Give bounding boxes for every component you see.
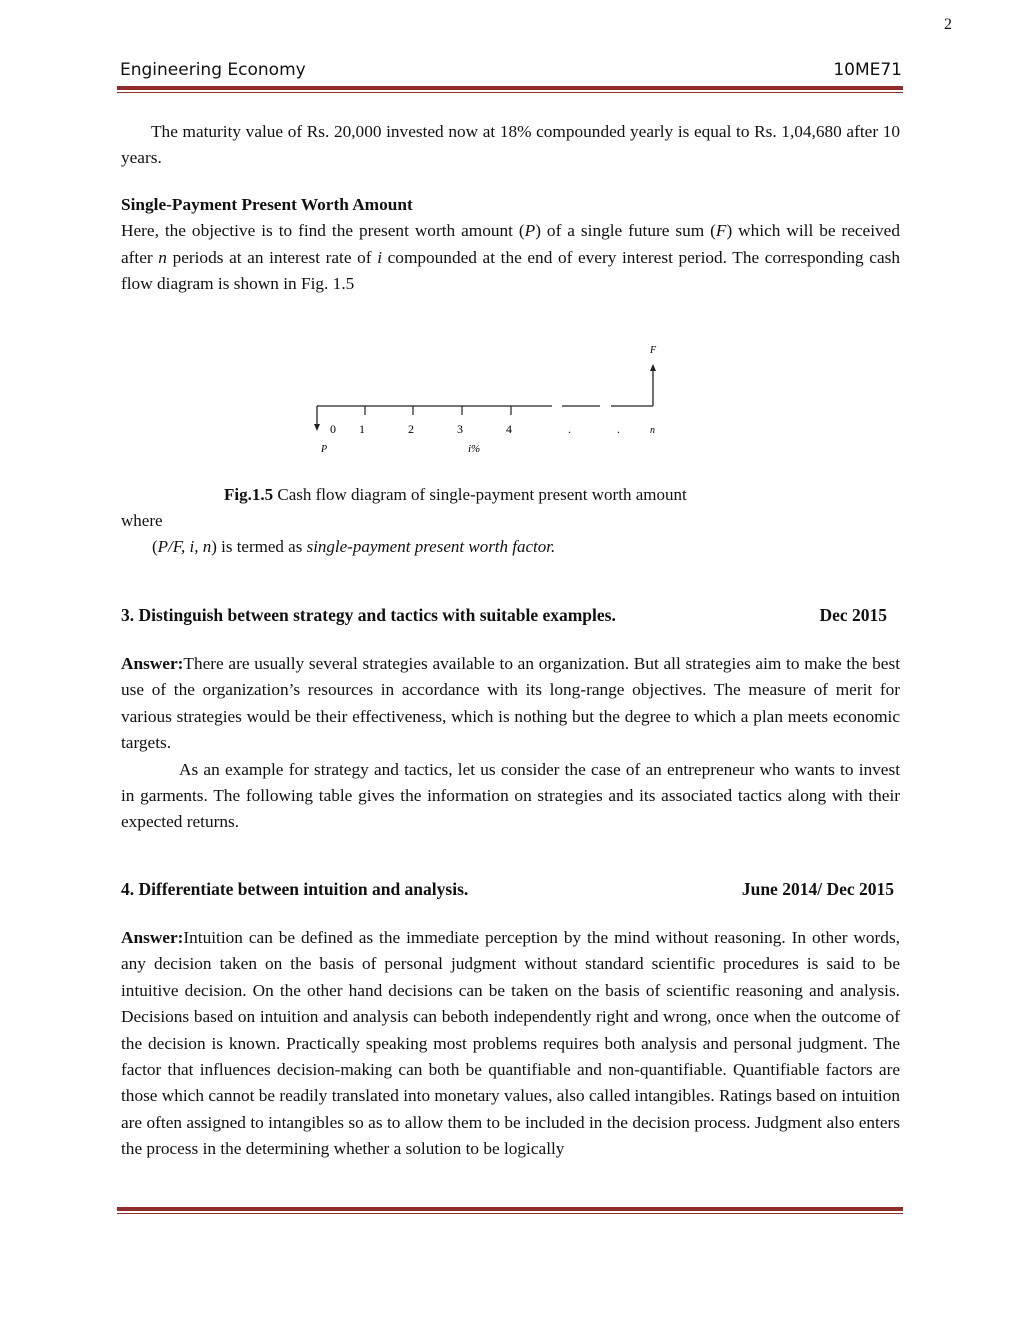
section-body: Here, the objective is to find the present worth amount (P) of a single future sum (F) which will be received after n periods at an interest rate of i compounded at the end of every interest period. The corresponding cash flow diagram is shown in Fig. 1.5 xyxy=(121,221,900,294)
tick-label-0: 0 xyxy=(330,422,336,436)
tick-label-2: 2 xyxy=(408,422,414,436)
factor-definition: (P/F, i, n) is termed as single-payment present worth factor. xyxy=(152,537,556,556)
answer-4 xyxy=(121,925,900,1163)
where-label: where xyxy=(121,511,163,530)
header-course-title: Engineering Economy xyxy=(120,60,306,80)
question-4-date: June 2014/ Dec 2015 xyxy=(741,879,894,899)
page-number: 2 xyxy=(944,16,952,33)
label-present-worth: P xyxy=(321,444,328,455)
present-worth-arrowhead xyxy=(314,424,320,431)
answer-4-paragraph-1: Answer:Intuition can be defined as the immediate perception by the mind without reasoning. In other words, any decision taken on the basis of personal judgment without standard scientific procedures is said to be intuitive decision. On the other hand decisions can be taken on the basis of scientific reasoning and analysis. Decisions based on intuition and analysis can beboth independently right and wrong, once when the outcome of the decision is known. Practically speaking most problems requires both analysis and personal judgment. The factor that influences decision-making can both be quantifiable and non-quantifiable. Quantifiable factors are those which cannot be readily translated into monetary values, also called intangibles. Ratings based on intuition are often assigned to intangibles so as to allow them to be included in the decision process. Judgment also enters the process in the determining whether a solution to be logically xyxy=(121,928,900,1159)
answer-3 xyxy=(121,651,900,836)
header-course-code: 10ME71 xyxy=(833,60,902,80)
question-3-date: Dec 2015 xyxy=(819,605,887,625)
tick-label-1: 1 xyxy=(359,422,365,436)
question-4-text: 4. Differentiate between intuition and analysis. xyxy=(121,879,469,899)
question-4-heading xyxy=(121,879,894,900)
tick-label-4: 4 xyxy=(506,422,512,436)
answer-3-paragraph-1: Answer:There are usually several strategies available to an organization. But all strategies aim to make the best use of the organization’s resources in accordance with its long-range objectives. The measure of merit for various strategies would be their effectiveness, which is nothing but the degree to which a plan meets economic targets. xyxy=(121,654,900,753)
running-header xyxy=(120,60,902,80)
intro-paragraph: The maturity value of Rs. 20,000 invested now at 18% compounded yearly is equal to Rs. 1,04,680 after 10 years. xyxy=(121,122,900,168)
section-single-payment xyxy=(121,192,900,298)
question-3-text: 3. Distinguish between strategy and tactics with suitable examples. xyxy=(121,605,616,625)
label-interest-rate: i% xyxy=(468,443,481,455)
figure-caption: Fig.1.5 Cash flow diagram of single-payment present worth amount xyxy=(224,485,687,504)
section-title: Single-Payment Present Worth Amount xyxy=(121,195,413,214)
tick-label-dot-2: . xyxy=(617,422,620,436)
answer-3-paragraph-2: As an example for strategy and tactics, let us consider the case of an entrepreneur who wants to invest in garments. The following table gives the information on strategies and its associated tactics along with their expected returns. xyxy=(121,759,900,832)
label-future-sum: F xyxy=(650,345,657,356)
tick-label-n: n xyxy=(650,425,655,436)
tick-label-3: 3 xyxy=(457,422,463,436)
tick-label-dot-1: . xyxy=(568,422,571,436)
cash-flow-diagram xyxy=(300,338,680,463)
footer-rule xyxy=(117,1207,903,1214)
header-rule xyxy=(117,86,903,93)
future-sum-arrowhead xyxy=(650,364,656,371)
question-3-heading xyxy=(121,605,887,626)
